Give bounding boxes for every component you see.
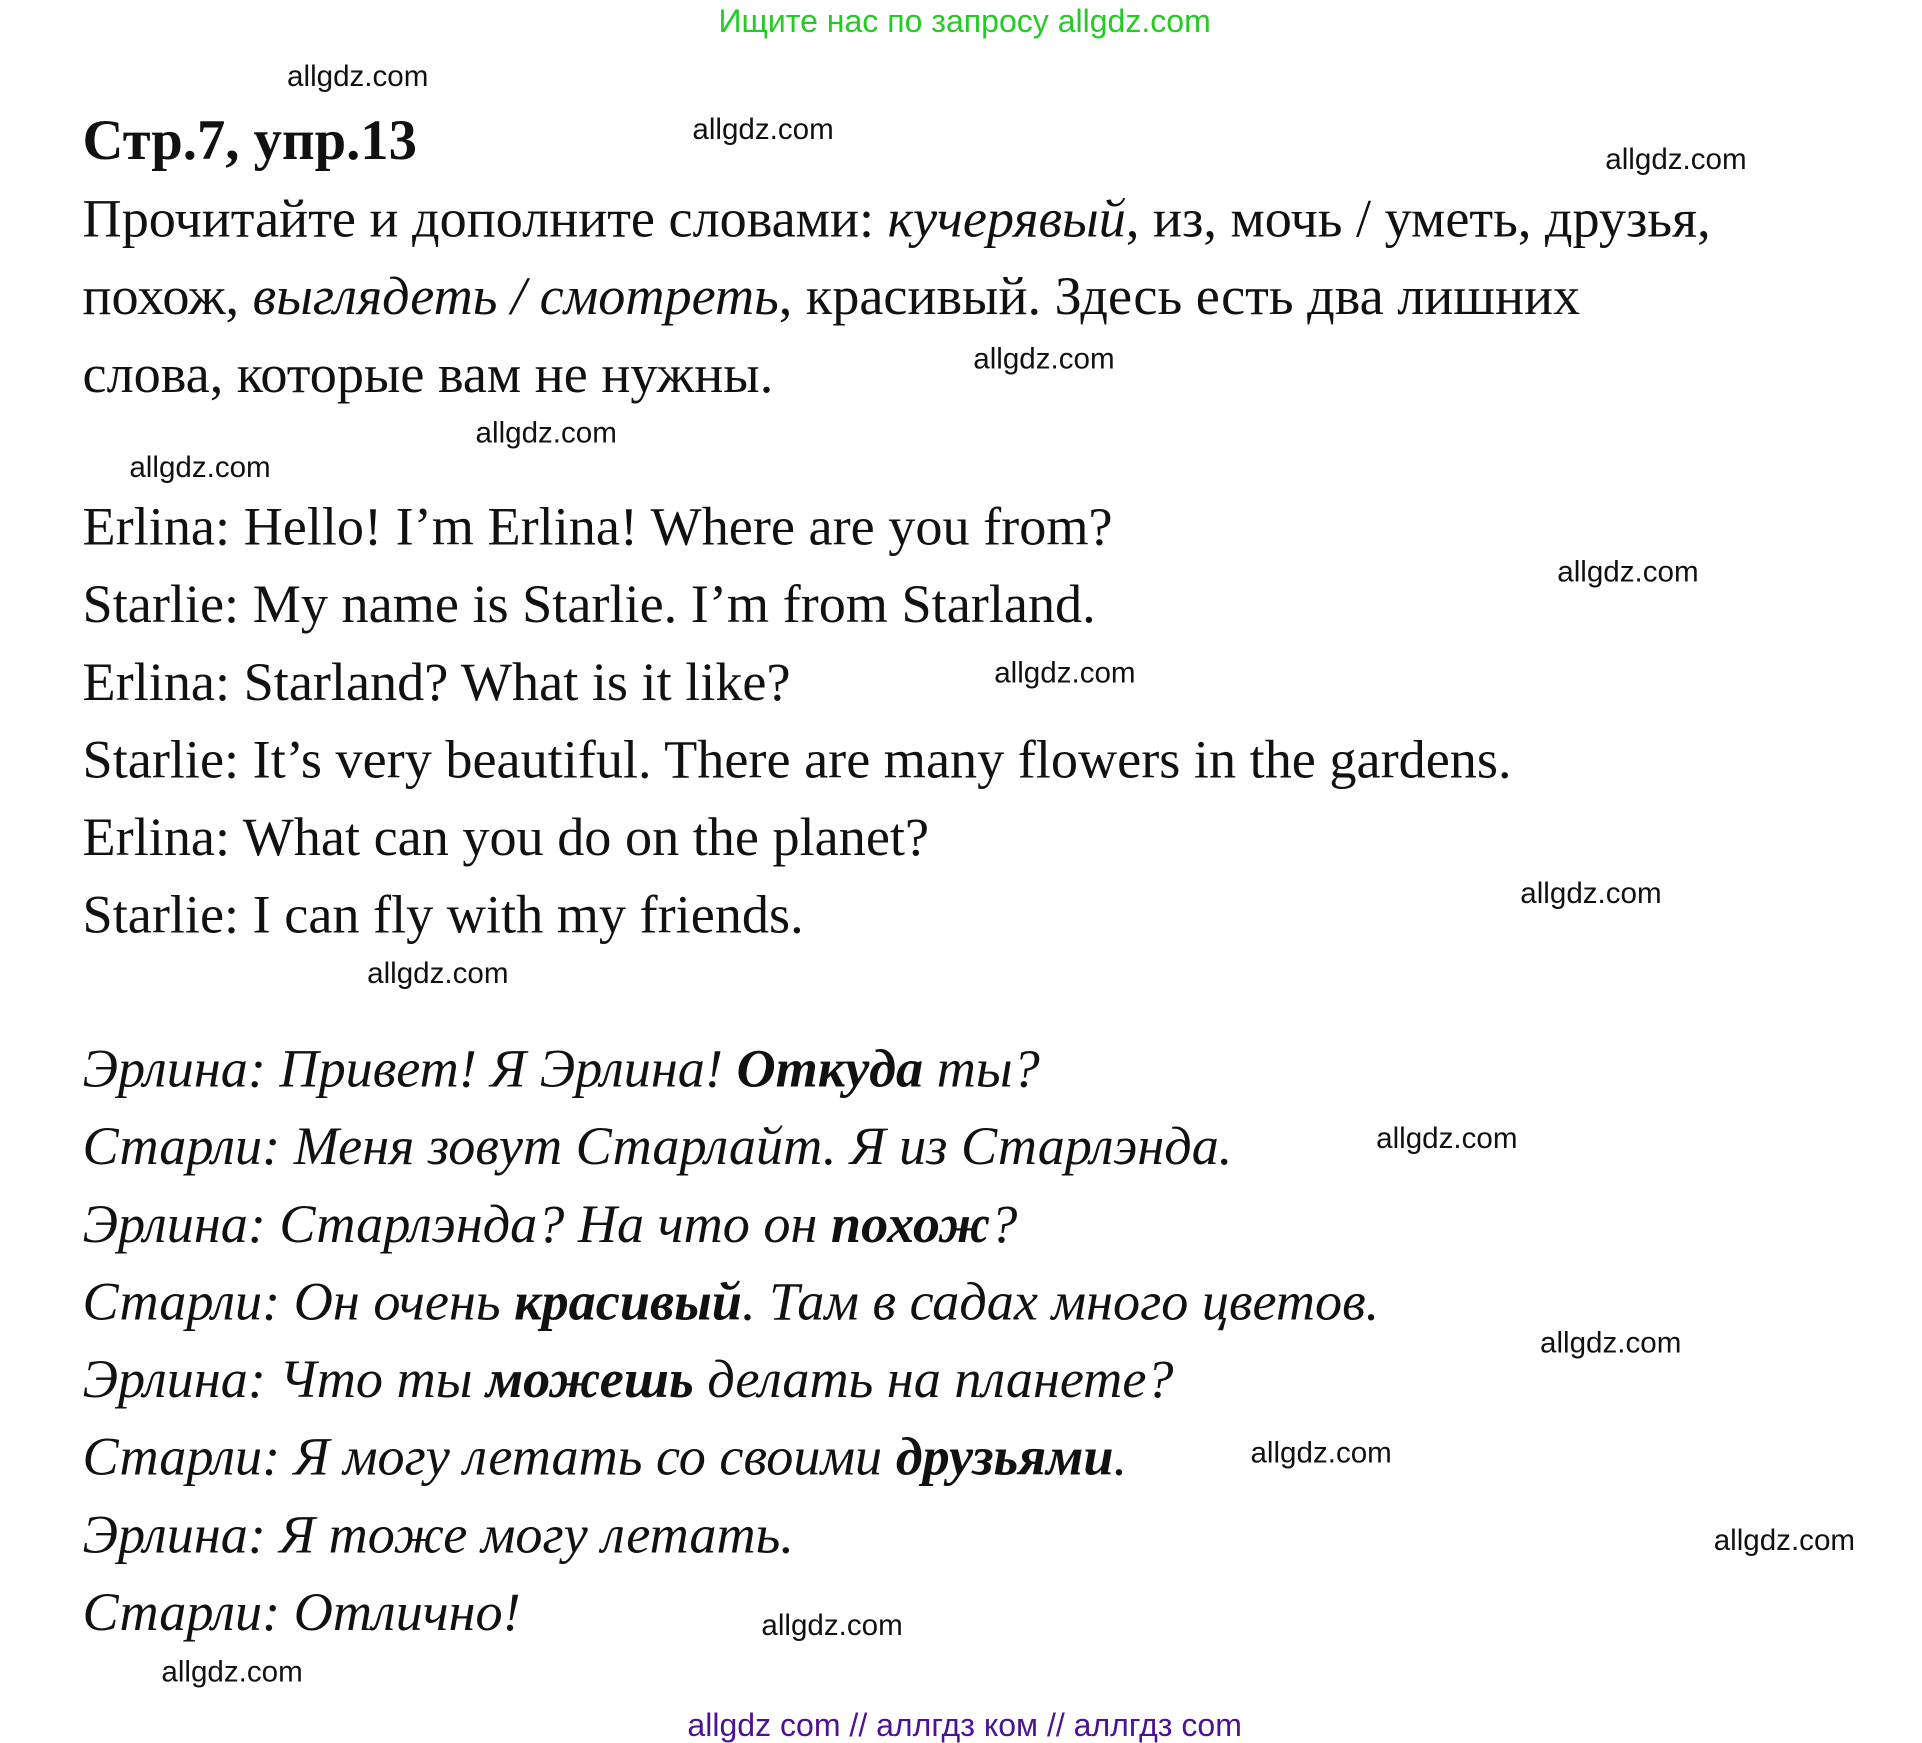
text-line [83, 643, 791, 721]
text-segment: похож, [82, 266, 253, 327]
dialogue-russian [83, 1030, 1380, 1651]
text-segment: Erlina: What can you do on the planet? [82, 806, 930, 868]
answer-word: похож [830, 1193, 991, 1255]
text-line [83, 1108, 1233, 1186]
text-line [83, 565, 1096, 643]
text-segment: . Там в садах много цветов. [741, 1271, 1380, 1332]
watermark: allgdz.com [1557, 555, 1699, 589]
watermark: allgdz.com [1376, 1122, 1518, 1156]
text-segment: Старли: Я могу летать со своими [82, 1426, 896, 1488]
watermark: allgdz.com [1713, 1523, 1856, 1558]
answer-word: Откуда [736, 1038, 924, 1099]
text-line [83, 1418, 1128, 1496]
text-line [83, 1263, 1380, 1341]
instructions [83, 180, 1711, 413]
watermark: allgdz.com [287, 60, 429, 94]
watermark: allgdz.com [367, 957, 509, 991]
watermark: allgdz.com [129, 450, 271, 485]
text-segment: слова, которые вам не нужны. [82, 343, 774, 405]
text-segment: , из, мочь / уметь, друзья, [1125, 188, 1711, 249]
text-segment: выглядеть / смотреть [252, 266, 779, 327]
watermark: allgdz.com [475, 416, 617, 450]
text-segment: Эрлина: Что ты [82, 1349, 486, 1410]
answer-word: можешь [485, 1349, 694, 1410]
text-line [83, 1340, 1174, 1418]
watermark: allgdz.com [1520, 877, 1662, 911]
watermark: allgdz.com [1250, 1436, 1392, 1470]
text-line [83, 1030, 1040, 1108]
text-segment: Эрлина: Старлэнда? На что он [82, 1193, 831, 1255]
text-segment: ты? [923, 1038, 1040, 1099]
watermark: allgdz.com [994, 656, 1136, 690]
text-line [83, 257, 1581, 335]
watermark: allgdz.com [761, 1608, 903, 1643]
text-line [83, 798, 929, 876]
text-line [83, 1185, 1018, 1263]
text-segment: Erlina: Starland? What is it like? [82, 651, 791, 713]
watermark: allgdz.com [1540, 1326, 1682, 1361]
text-segment: Starlie: My name is Starlie. I’m from Starland. [82, 574, 1096, 635]
text-segment: . [1113, 1426, 1128, 1488]
bottom-promo-text: allgdz com // аллгдз ком // аллгдз com [687, 1706, 1242, 1743]
text-line [83, 335, 774, 413]
watermark: allgdz.com [692, 113, 834, 147]
text-segment: Erlina: Hello! I’m Erlina! Where are you from? [82, 496, 1113, 557]
text-line [83, 488, 1113, 566]
text-line [83, 1573, 521, 1651]
page-title: Стр.7, упр.13 [82, 108, 417, 172]
text-segment: Старли: Отлично! [82, 1581, 521, 1643]
watermark: allgdz.com [1605, 142, 1747, 177]
text-segment: , красивый. Здесь есть два лишних [778, 266, 1581, 327]
text-segment: Эрлина: Я тоже могу летать. [82, 1504, 794, 1565]
text-segment: Старли: Меня зовут Старлайт. Я из Старлэнда. [82, 1116, 1233, 1177]
text-segment: Starlie: It’s very beautiful. There are many flowers in the gardens. [82, 729, 1512, 790]
watermark: allgdz.com [973, 342, 1115, 376]
text-line [83, 876, 804, 954]
text-segment: кучерявый [887, 188, 1126, 249]
text-line [83, 721, 1512, 799]
text-segment: Старли: Он очень [82, 1271, 515, 1332]
top-promo-text: Ищите нас по запросу allgdz.com [718, 2, 1211, 40]
text-line [83, 1496, 794, 1574]
dialogue-english [83, 488, 1512, 954]
answer-word: друзьями [895, 1426, 1114, 1488]
text-segment: Starlie: I can fly with my friends. [82, 884, 804, 945]
text-segment: ? [990, 1193, 1018, 1255]
text-segment: делать на планете? [693, 1349, 1174, 1410]
text-segment: Эрлина: Привет! Я Эрлина! [82, 1038, 737, 1099]
text-line [83, 180, 1711, 258]
answer-word: красивый [514, 1271, 742, 1332]
text-segment: Прочитайте и дополните словами: [82, 188, 888, 249]
watermark: allgdz.com [161, 1655, 303, 1690]
